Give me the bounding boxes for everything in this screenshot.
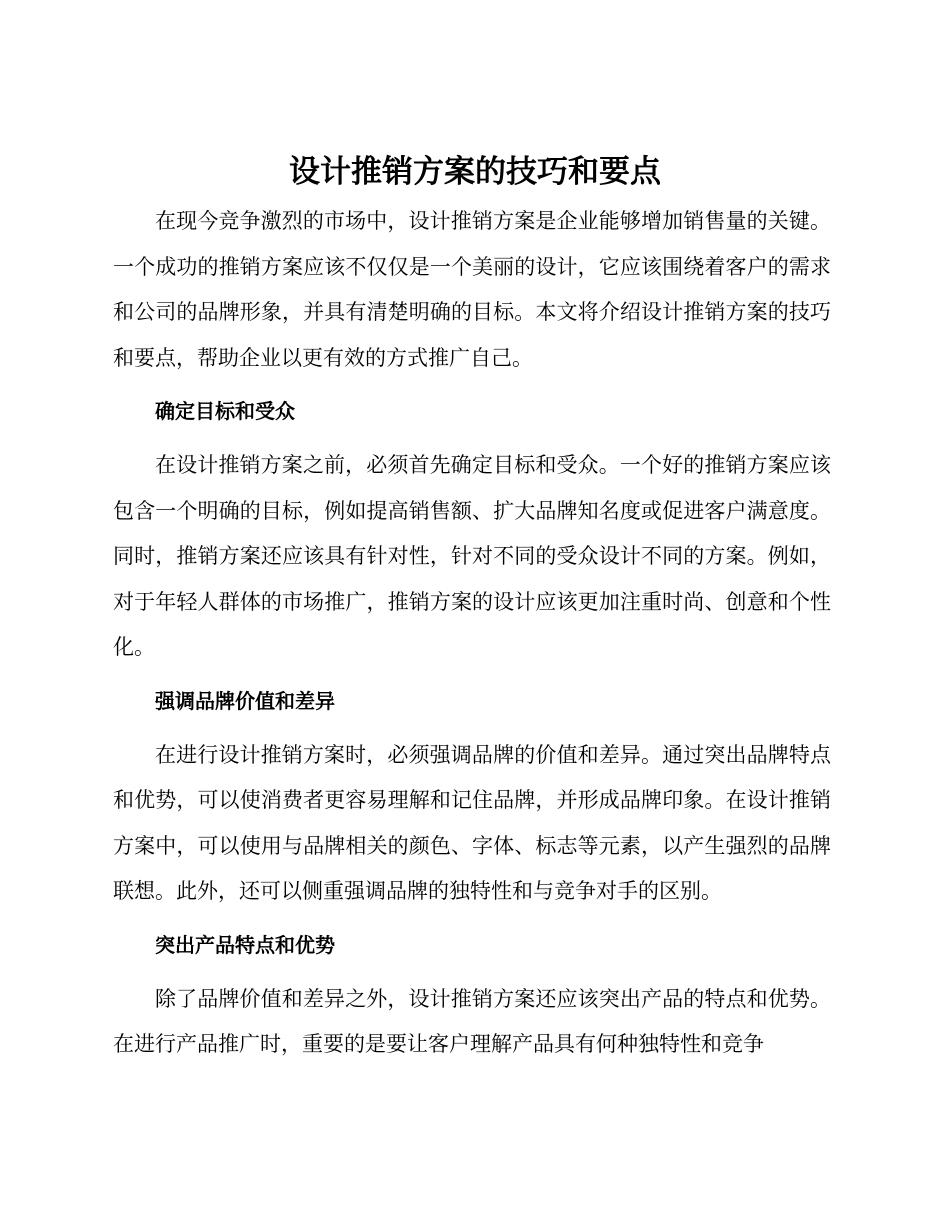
section-heading-product-features: 突出产品特点和优势 [155,932,335,957]
section-body-target-audience: 在设计推销方案之前，必须首先确定目标和受众。一个好的推销方案应该包含一个明确的目标，例如提高销售额、扩大品牌知名度或促进客户满意度。同时，推销方案还应该具有针对性，针对不同的受众设计不同的方案。例如，对于年轻人群体的市场推广，推销方案的设计应该更加注重时尚、创意和个性化。 [113,453,831,659]
document-body [113,199,831,1068]
intro-paragraph: 在现今竞争激烈的市场中，设计推销方案是企业能够增加销售量的关键。一个成功的推销方案应该不仅仅是一个美丽的设计，它应该围绕着客户的需求和公司的品牌形象，并具有清楚明确的目标。本文将介绍设计推销方案的技巧和要点，帮助企业以更有效的方式推广自己。 [113,209,831,370]
document-title: 设计推销方案的技巧和要点 [289,154,661,190]
section-heading-brand-value: 强调品牌价值和差异 [155,688,335,713]
section-heading-target-audience: 确定目标和受众 [155,399,295,423]
section-body-brand-value: 在进行设计推销方案时，必须强调品牌的价值和差异。通过突出品牌特点和优势，可以使消费者更容易理解和记住品牌，并形成品牌印象。在设计推销方案中，可以使用与品牌相关的颜色、字体、标志等元素，以产生强烈的品牌联想。此外，还可以侧重强调品牌的独特性和与竞争对手的区别。 [113,742,831,903]
section-body-product-features: 除了品牌价值和差异之外，设计推销方案还应该突出产品的特点和优势。在进行产品推广时，重要的是要让客户理解产品具有何种独特性和竞争 [113,986,831,1056]
